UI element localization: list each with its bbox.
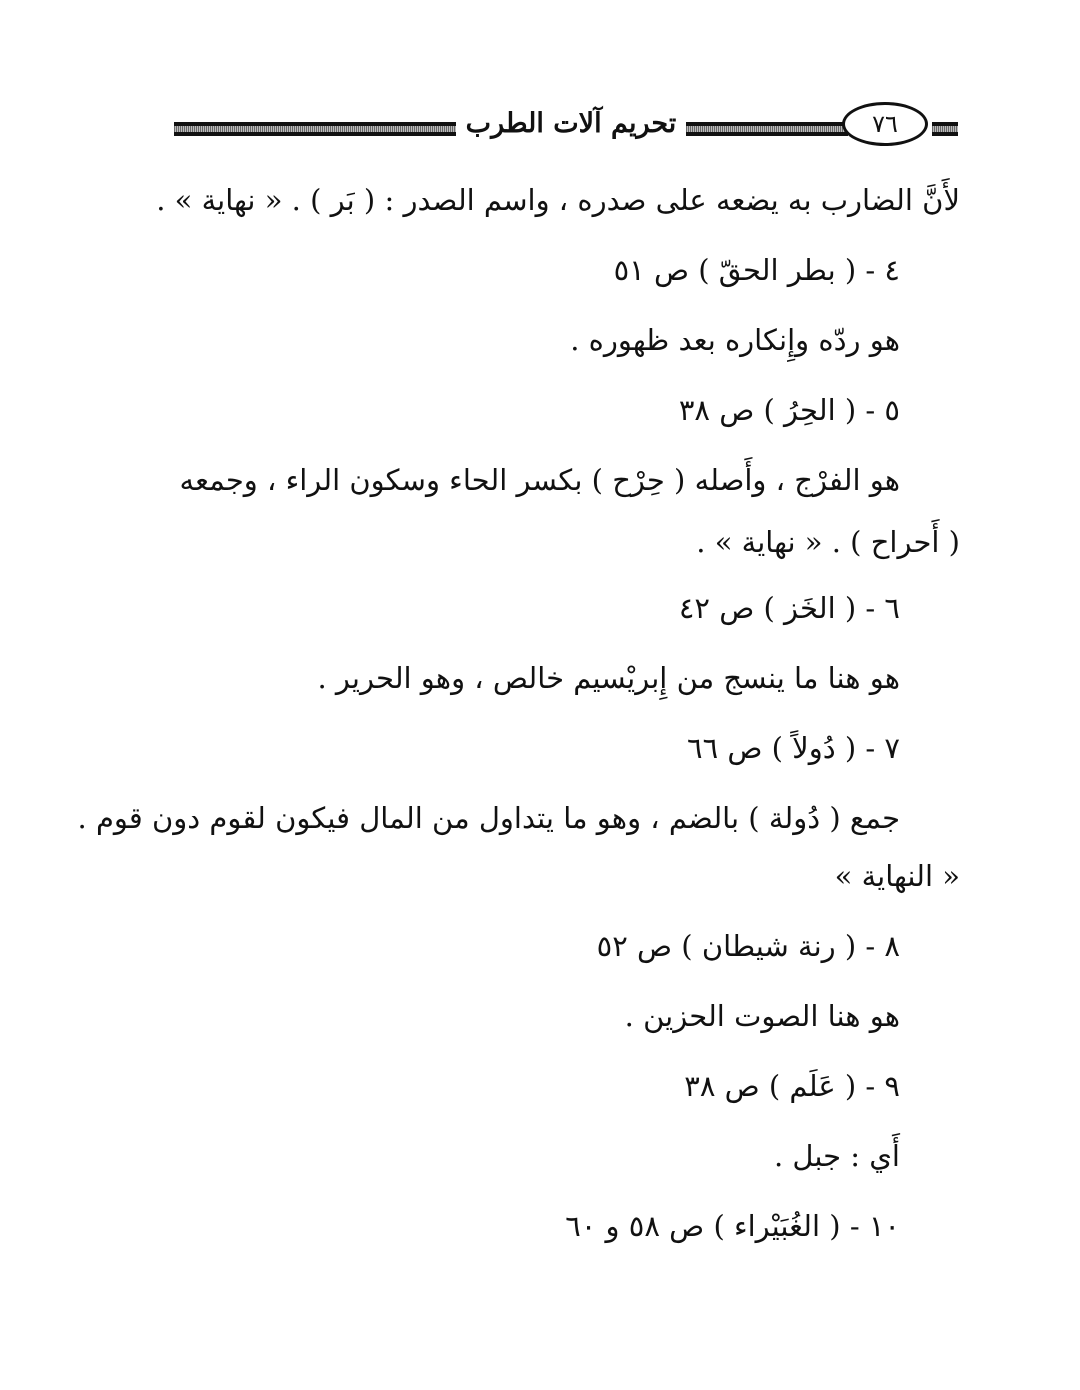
text-line: هو الفرْج ، وأَصله ( حِرْح ) بكسر الحاء وسكون الراء ، وجمعه <box>179 463 900 497</box>
entry-heading: ١٠ - ( الغُبَيْراء ) ص ٥٨ و ٦٠ <box>565 1209 900 1243</box>
text-line: هو ردّه وإِنكاره بعد ظهوره . <box>570 323 900 357</box>
entry-heading: ٩ - ( عَلَم ) ص ٣٨ <box>684 1069 900 1103</box>
text-line: أَي : جبل . <box>773 1139 900 1173</box>
header-rule-middle <box>686 122 848 136</box>
entry-heading: ٥ - ( الحِرُ ) ص ٣٨ <box>678 393 900 427</box>
entry-heading: ٦ - ( الخَز ) ص ٤٢ <box>678 591 900 625</box>
header-rule-left <box>174 122 456 136</box>
text-line: « النهاية » <box>834 859 960 893</box>
entry-heading: ٧ - ( دُولاً ) ص ٦٦ <box>687 731 900 765</box>
page-header <box>170 98 960 158</box>
page-number-oval <box>842 102 928 146</box>
running-title: تحريم آلات الطرب <box>465 108 677 139</box>
text-line: جمع ( دُولة ) بالضم ، وهو ما يتداول من المال فيكون لقوم دون قوم . <box>77 801 900 835</box>
header-rule-right <box>932 122 958 136</box>
entry-heading: ٤ - ( بطر الحقّ ) ص ٥١ <box>613 253 900 287</box>
text-line: هو هنا الصوت الحزين . <box>624 999 900 1033</box>
entry-heading: ٨ - ( رنة شيطان ) ص ٥٢ <box>596 929 900 963</box>
page-number: ٧٦ <box>872 110 898 138</box>
text-line: لأَنَّ الضارب به يضعه على صدره ، واسم الصدر : ( بَر ) . « نهاية » . <box>156 183 960 217</box>
text-line: هو هنا ما ينسج من إِبريْسيم خالص ، وهو الحرير . <box>317 661 900 695</box>
text-line: ( أَحراح ) . « نهاية » . <box>696 525 960 559</box>
